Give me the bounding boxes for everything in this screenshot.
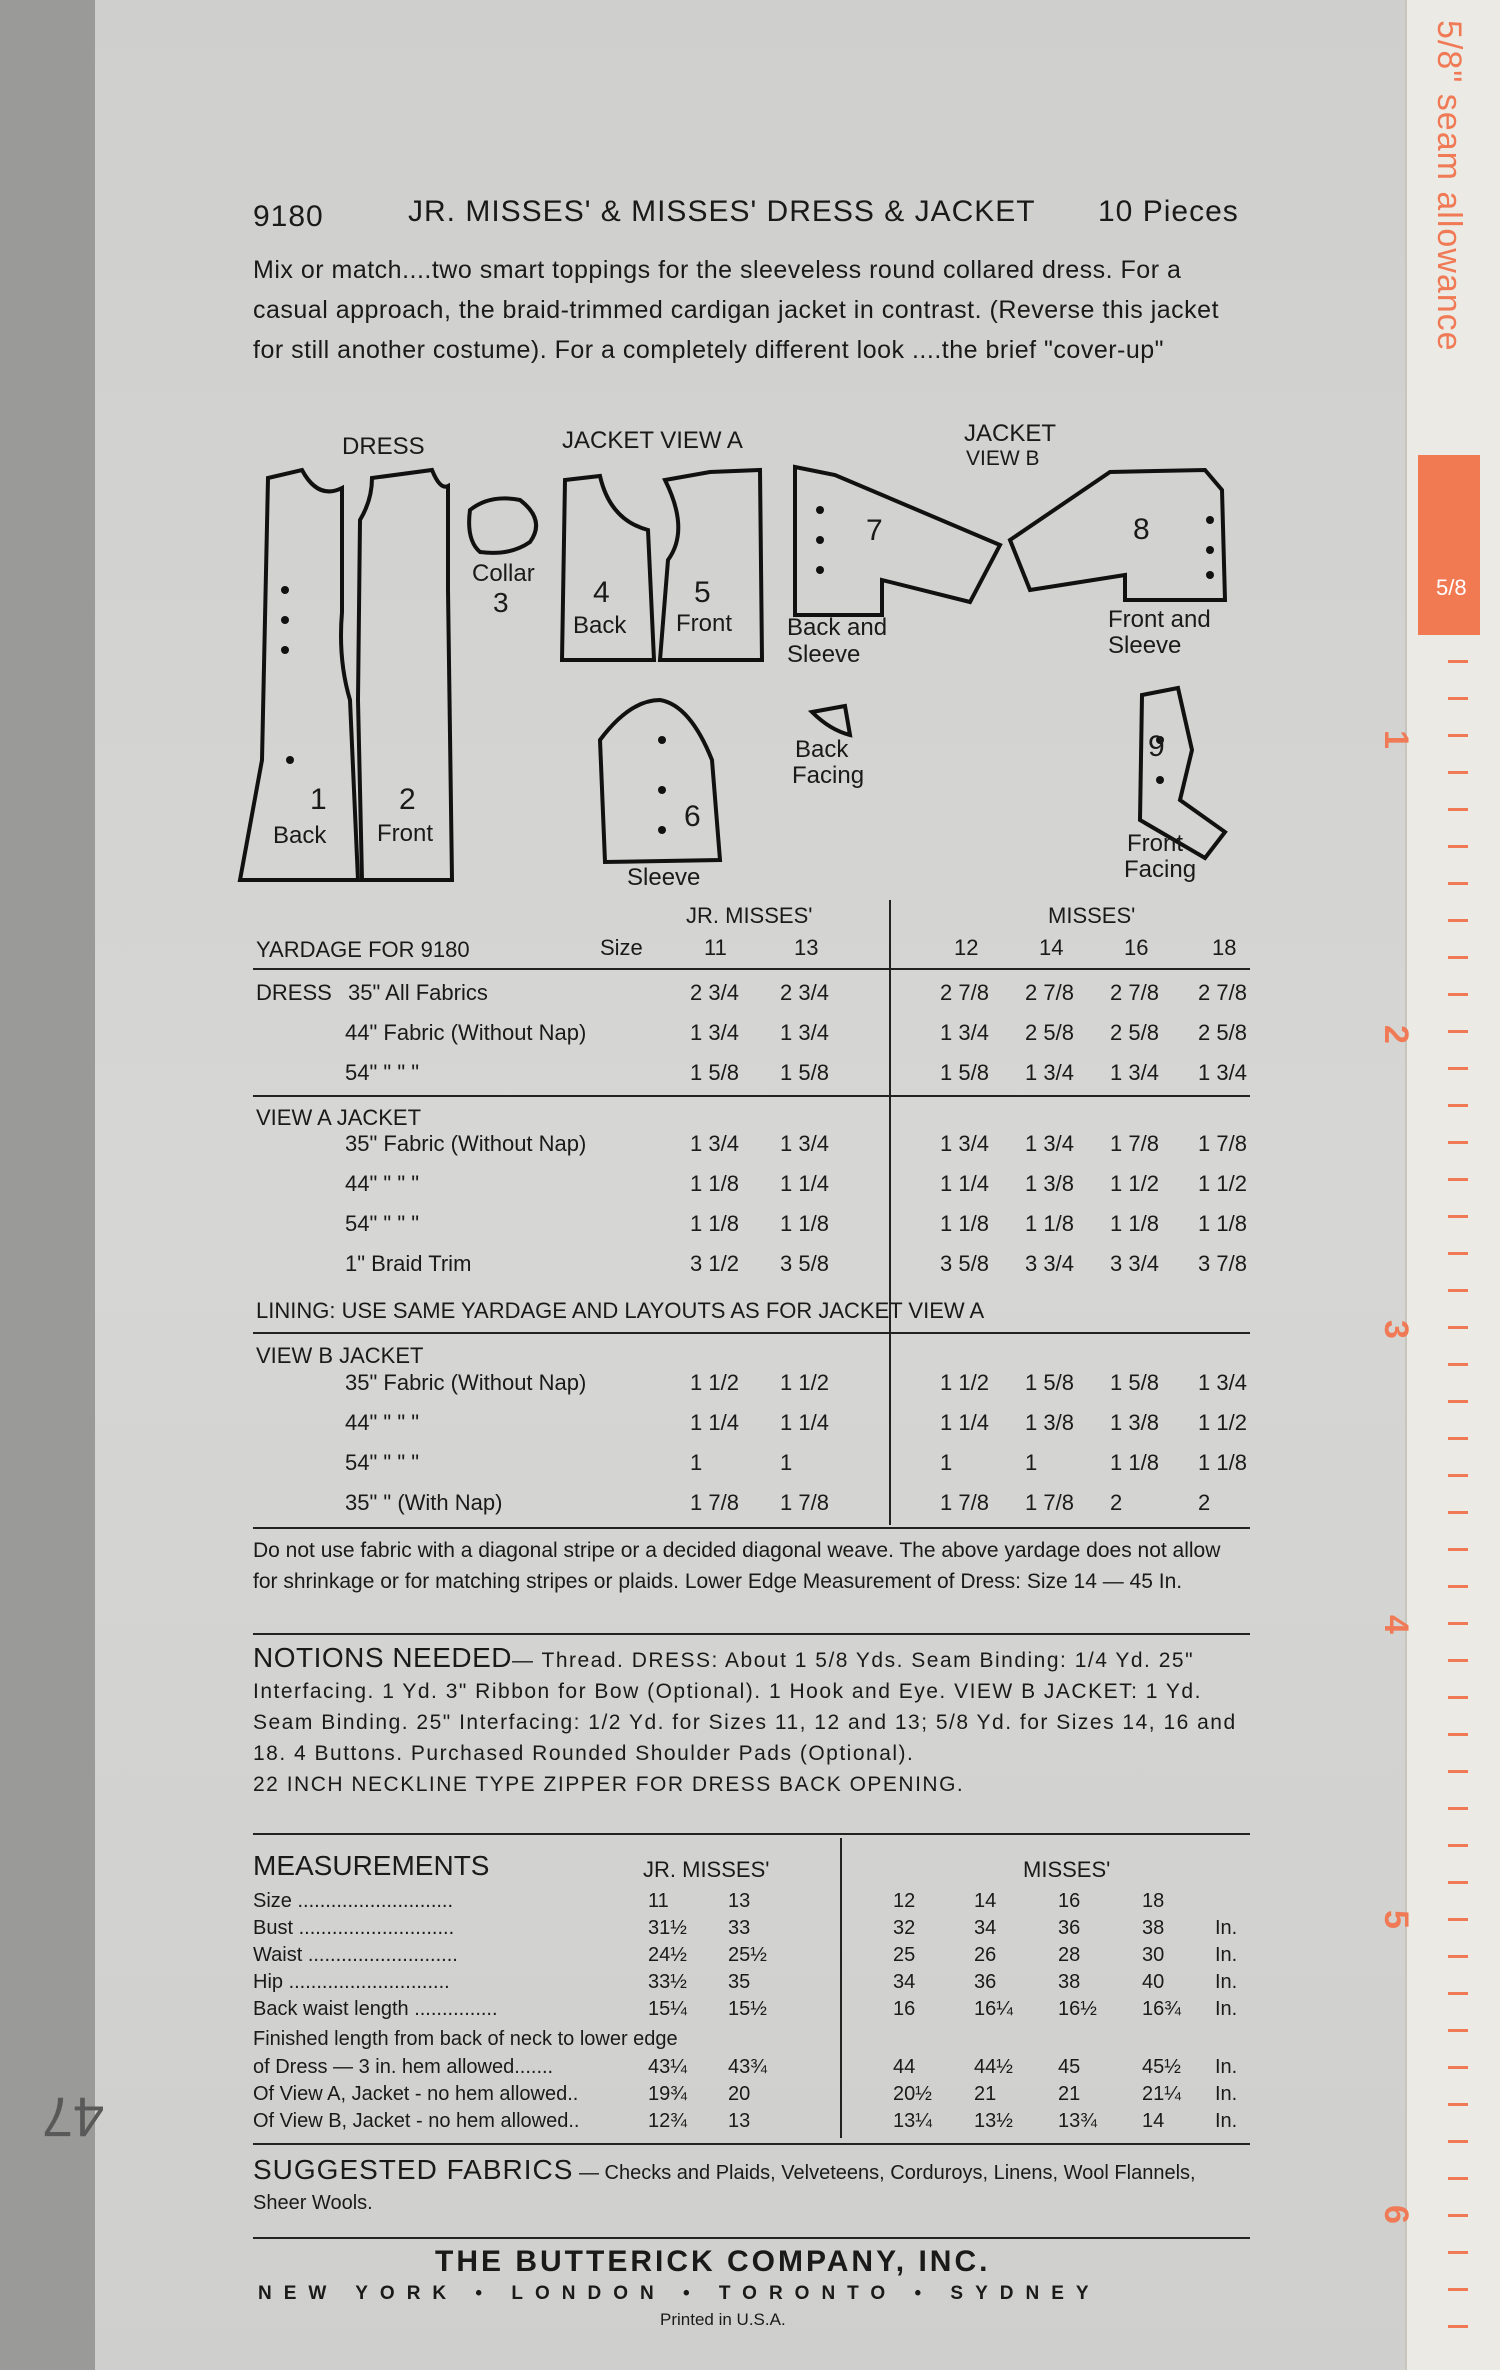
measurement-value: 20 [728, 2083, 751, 2105]
yardage-cell: 1 1/2 [1198, 1171, 1247, 1196]
measurement-label: Bust ............................ [253, 1917, 455, 1939]
measurement-value: 13½ [974, 2110, 1013, 2132]
piece-7-name-2: Sleeve [787, 641, 861, 668]
piece-7-back-sleeve-shape [795, 467, 1000, 615]
yardage-cell: 1 5/8 [1110, 1370, 1159, 1395]
diagram-label-dress: DRESS [342, 433, 425, 460]
yardage-cell: 1 1/2 [780, 1370, 829, 1395]
measurement-value: 15¼ [648, 1998, 687, 2020]
yardage-view-a-label: VIEW A JACKET [256, 1105, 422, 1130]
measurement-label: Of View B, Jacket - no hem allowed.. [253, 2110, 580, 2132]
yardage-cell: 1 1/8 [1110, 1211, 1159, 1236]
piece-8-name-1: Front and [1108, 606, 1211, 633]
yardage-size-13: 13 [794, 935, 819, 960]
yardage-cell: 2 5/8 [1110, 1020, 1159, 1045]
measurements-rule [253, 2143, 1250, 2145]
yardage-cell: 1 1/8 [1198, 1450, 1247, 1475]
yardage-rule-3 [253, 1332, 1250, 1334]
yardage-jr-misses-heading: JR. MISSES' [686, 903, 813, 928]
yardage-cell: 1 3/4 [1025, 1131, 1074, 1156]
measurement-unit: In. [1215, 1971, 1238, 1993]
measurement-value: 45 [1058, 2056, 1081, 2078]
piece-6-number: 6 [684, 800, 701, 833]
yardage-row-label: 35" " (With Nap) [345, 1490, 503, 1515]
measurement-value: 13 [728, 1890, 751, 1912]
yardage-cell: 1 7/8 [1198, 1131, 1247, 1156]
printed-in: Printed in U.S.A. [660, 2310, 786, 2329]
yardage-cell: 1 3/8 [1025, 1171, 1074, 1196]
measurement-label: Back waist length ............... [253, 1998, 498, 2020]
yardage-notes: Do not use fabric with a diagonal stripe or a decided diagonal weave. The above yardage does not allow for shrinkage or for matching stripes or plaids. Lower Edge Measurement of Dress: Size 14 — 45 In. [253, 1539, 1221, 1593]
yardage-cell: 1 1/8 [690, 1211, 739, 1236]
measurement-value: 24½ [648, 1944, 687, 1966]
measurement-value: 38 [1142, 1917, 1165, 1939]
handwritten-number: 47 [42, 2086, 105, 2149]
yardage-row-label: 35" All Fabrics [348, 980, 488, 1005]
yardage-cell: 2 3/4 [690, 980, 739, 1005]
measurement-value: 13¾ [1058, 2110, 1097, 2132]
piece-7-number: 7 [866, 514, 883, 547]
measurement-value: 15½ [728, 1998, 767, 2020]
tape-number-2: 2 [1377, 1025, 1415, 1044]
notes-rule [253, 1633, 1250, 1635]
yardage-cell: 1 5/8 [940, 1060, 989, 1085]
piece-9-name-1: Front [1127, 830, 1184, 857]
tape-number-4: 4 [1377, 1615, 1415, 1634]
yardage-rule-1 [253, 968, 1250, 970]
measurement-value: 44½ [974, 2056, 1013, 2078]
measurement-label: Of View A, Jacket - no hem allowed.. [253, 2083, 579, 2105]
yardage-cell: 1 [940, 1450, 953, 1475]
yardage-cell: 1 1/2 [940, 1370, 989, 1395]
yardage-size-16: 16 [1124, 935, 1149, 960]
measurement-label: Waist ........................... [253, 1944, 458, 1966]
measurement-value: 25½ [728, 1944, 767, 1966]
yardage-cell: 1 1/8 [690, 1171, 739, 1196]
yardage-cell: 1 7/8 [1025, 1490, 1074, 1515]
yardage-cell: 1 1/2 [1198, 1410, 1247, 1435]
piece-8-front-sleeve-shape [1010, 470, 1225, 600]
yardage-cell: 1 3/4 [690, 1020, 739, 1045]
piece-1-name: Back [273, 822, 327, 849]
yardage-cell: 2 7/8 [940, 980, 989, 1005]
diagram-label-jacket-b-2: VIEW B [966, 447, 1040, 470]
yardage-cell: 1 3/4 [940, 1131, 989, 1156]
piece-6-name: Sleeve [627, 864, 701, 891]
company-name: THE BUTTERICK COMPANY, INC. [435, 2245, 991, 2278]
yardage-cell: 1 1/4 [940, 1410, 989, 1435]
measurement-value: 14 [974, 1890, 997, 1912]
yardage-cell: 3 5/8 [780, 1251, 829, 1276]
measurement-value: 16¼ [974, 1998, 1013, 2020]
measurements-misses-heading: MISSES' [1023, 1857, 1111, 1882]
piece-1-number: 1 [310, 783, 327, 816]
yardage-cell: 1 5/8 [780, 1060, 829, 1085]
measurement-unit: In. [1215, 1998, 1238, 2020]
yardage-cell: 1 1/8 [1025, 1211, 1074, 1236]
measurement-value: 33½ [648, 1971, 687, 1993]
yardage-rule-2 [253, 1095, 1250, 1097]
measurement-value: 31½ [648, 1917, 687, 1939]
yardage-size-18: 18 [1212, 935, 1237, 960]
yardage-cell: 1 1/8 [1198, 1211, 1247, 1236]
measurement-unit: In. [1215, 1944, 1238, 1966]
fabrics-rule [253, 2237, 1250, 2239]
yardage-cell: 1 7/8 [690, 1490, 739, 1515]
measurement-value: 44 [893, 2056, 916, 2078]
yardage-dress-label: DRESS [256, 980, 332, 1005]
measurement-value: 32 [893, 1917, 916, 1939]
yardage-cell: 2 7/8 [1025, 980, 1074, 1005]
yardage-cell: 3 7/8 [1198, 1251, 1247, 1276]
yardage-cell: 1 3/4 [940, 1020, 989, 1045]
yardage-cell: 1 [690, 1450, 703, 1475]
yardage-cell: 1 3/4 [1025, 1060, 1074, 1085]
yardage-misses-heading: MISSES' [1048, 903, 1136, 928]
measurement-value: 16½ [1058, 1998, 1097, 2020]
measurement-value: 21 [1058, 2083, 1081, 2105]
pattern-pieces-count: 10 Pieces [1098, 195, 1239, 228]
piece-9-number: 9 [1148, 730, 1165, 763]
yardage-row-label: 54" " " " [345, 1211, 420, 1236]
yardage-cell: 1 [1025, 1450, 1038, 1475]
measurement-value: 34 [893, 1971, 916, 1993]
piece-1-back-shape [240, 470, 358, 880]
measurement-value: 12¾ [648, 2110, 687, 2132]
yardage-lining-note: LINING: USE SAME YARDAGE AND LAYOUTS AS FOR JACKET VIEW A [256, 1298, 985, 1323]
yardage-size-14: 14 [1039, 935, 1064, 960]
measurement-value: 35 [728, 1971, 751, 1993]
piece-8-number: 8 [1133, 513, 1150, 546]
fabrics-text: — Checks and Plaids, Velveteens, Corduroys, Linens, Wool Flannels, Sheer Wools. [253, 2162, 1196, 2214]
piece-3-name: Collar [472, 560, 535, 587]
yardage-cell: 2 [1198, 1490, 1211, 1515]
measurements-divider [840, 1838, 842, 2138]
notions-zipper: 22 INCH NECKLINE TYPE ZIPPER FOR DRESS BACK OPENING. [253, 1773, 965, 1796]
measurement-value: 12 [893, 1890, 916, 1912]
measurements-heading: MEASUREMENTS [253, 1850, 490, 1881]
measurement-value: 16 [1058, 1890, 1081, 1912]
yardage-row-label: 54" " " " [345, 1060, 420, 1085]
measurement-unit: In. [1215, 2056, 1238, 2078]
measurement-value: 28 [1058, 1944, 1081, 1966]
yardage-cell: 1 7/8 [940, 1490, 989, 1515]
measurement-value: 16 [893, 1998, 916, 2020]
measurement-value: 16¾ [1142, 1998, 1181, 2020]
pattern-title: JR. MISSES' & MISSES' DRESS & JACKET [408, 195, 1036, 228]
piece-4-name: Back [573, 612, 627, 639]
piece-3-collar-shape [469, 498, 536, 553]
piece-2-number: 2 [399, 783, 416, 816]
measurement-value: 40 [1142, 1971, 1165, 1993]
pattern-description: Mix or match....two smart toppings for the sleeveless round collared dress. For a casual approach, the braid-trimmed cardigan jacket in contrast. (Reverse this jacket for still another costume). For a completely different look ....the brief "cover-up" [253, 256, 1220, 364]
yardage-cell: 1 1/2 [1110, 1171, 1159, 1196]
yardage-cell: 1 [780, 1450, 793, 1475]
diagram-label-jacket-a: JACKET VIEW A [562, 427, 743, 454]
yardage-cell: 2 [1110, 1490, 1123, 1515]
measurement-value: 26 [974, 1944, 997, 1966]
yardage-cell: 1 1/4 [940, 1171, 989, 1196]
yardage-cell: 1 1/4 [780, 1171, 829, 1196]
measurements-finished-heading: Finished length from back of neck to lower edge [253, 2028, 678, 2050]
yardage-cell: 1 1/8 [1110, 1450, 1159, 1475]
yardage-cell: 1 3/4 [1198, 1060, 1247, 1085]
yardage-row-label: 35" Fabric (Without Nap) [345, 1370, 587, 1395]
measurement-label: Size ............................ [253, 1890, 454, 1912]
measurement-value: 45½ [1142, 2056, 1181, 2078]
yardage-cell: 1 5/8 [1025, 1370, 1074, 1395]
back-facing-shape [812, 706, 850, 735]
back-facing-name-2: Facing [792, 762, 865, 789]
pattern-number: 9180 [253, 200, 324, 233]
piece-8-name-2: Sleeve [1108, 632, 1182, 659]
back-facing-name-1: Back [795, 736, 849, 763]
yardage-title: YARDAGE FOR 9180 [256, 937, 470, 962]
tape-label: 5/8" seam allowance [1430, 20, 1468, 352]
measurement-value: 19¾ [648, 2083, 687, 2105]
yardage-cell: 1 3/4 [690, 1131, 739, 1156]
tape-number-5: 5 [1377, 1910, 1415, 1929]
measurement-unit: In. [1215, 1917, 1238, 1939]
measurement-value: 30 [1142, 1944, 1165, 1966]
measurement-value: 21 [974, 2083, 997, 2105]
yardage-cell: 3 3/4 [1025, 1251, 1074, 1276]
yardage-cell: 2 3/4 [780, 980, 829, 1005]
notions-section [253, 1642, 1248, 1800]
yardage-cell: 1 1/8 [780, 1211, 829, 1236]
piece-5-name: Front [676, 610, 733, 637]
yardage-row-label: 44" " " " [345, 1171, 420, 1196]
measurement-value: 18 [1142, 1890, 1165, 1912]
yardage-cell: 2 7/8 [1110, 980, 1159, 1005]
measurement-value: 14 [1142, 2110, 1165, 2132]
measurement-value: 36 [974, 1971, 997, 1993]
measurement-value: 34 [974, 1917, 997, 1939]
yardage-cell: 2 5/8 [1025, 1020, 1074, 1045]
piece-9-name-2: Facing [1124, 856, 1197, 883]
measurements-jr-misses-heading: JR. MISSES' [643, 1857, 770, 1882]
yardage-view-b-label: VIEW B JACKET [256, 1343, 424, 1368]
measurement-value: 25 [893, 1944, 916, 1966]
yardage-cell: 1 3/4 [780, 1131, 829, 1156]
measurement-value: 43¾ [728, 2056, 767, 2078]
diagram-label-jacket-b-1: JACKET [964, 420, 1057, 447]
notions-rule [253, 1833, 1250, 1835]
measurement-value: 13¼ [893, 2110, 932, 2132]
yardage-cell: 2 7/8 [1198, 980, 1247, 1005]
yardage-cell: 3 1/2 [690, 1251, 739, 1276]
yardage-cell: 1 3/4 [1198, 1370, 1247, 1395]
measurement-value: 33 [728, 1917, 751, 1939]
piece-6-sleeve-shape [600, 700, 720, 862]
yardage-cell: 1 1/2 [690, 1370, 739, 1395]
piece-4-number: 4 [593, 576, 610, 609]
notions-heading: NOTIONS NEEDED [253, 1642, 513, 1673]
piece-2-name: Front [377, 820, 434, 847]
yardage-row-label: 44" Fabric (Without Nap) [345, 1020, 587, 1045]
yardage-size-11: 11 [704, 935, 727, 960]
yardage-row-label: 1" Braid Trim [345, 1251, 472, 1276]
measurement-value: 11 [648, 1890, 669, 1912]
yardage-rule-4 [253, 1527, 1250, 1529]
measurement-value: 21¼ [1142, 2083, 1181, 2105]
notions-text: — Thread. DRESS: About 1 5/8 Yds. Seam Binding: 1/4 Yd. 25" Interfacing. 1 Yd. 3" Ribbon for Bow (Optional). 1 Hook and Eye. VIEW B JACKET: 1 Yd. Seam Binding. 25" Interfacing: 1/2 Yd. for Sizes 11, 12 and 13; 5/8 Yd. for Sizes 14, 16 and 18. 4 Buttons. Purchased Rounded Shoulder Pads (Optional). [253, 1649, 1237, 1765]
yardage-cell: 1 3/8 [1110, 1410, 1159, 1435]
measurement-value: 43¼ [648, 2056, 687, 2078]
measurement-value: 36 [1058, 1917, 1081, 1939]
yardage-cell: 1 7/8 [780, 1490, 829, 1515]
fabrics-heading: SUGGESTED FABRICS [253, 2154, 574, 2185]
yardage-divider [889, 900, 891, 1525]
piece-7-name-1: Back and [787, 614, 888, 641]
measurement-label: Hip ............................. [253, 1971, 450, 1993]
suggested-fabrics [253, 2155, 1248, 2218]
yardage-size-12: 12 [954, 935, 979, 960]
yardage-cell: 1 3/8 [1025, 1410, 1074, 1435]
yardage-cell: 1 3/4 [1110, 1060, 1159, 1085]
measurement-value: 13 [728, 2110, 751, 2132]
yardage-cell: 1 5/8 [690, 1060, 739, 1085]
yardage-row-label: 54" " " " [345, 1450, 420, 1475]
tape-number-1: 1 [1377, 730, 1415, 749]
tape-band-label: 5/8 [1436, 575, 1467, 600]
yardage-cell: 1 7/8 [1110, 1131, 1159, 1156]
yardage-cell: 2 5/8 [1198, 1020, 1247, 1045]
tape-number-3: 3 [1377, 1320, 1415, 1339]
yardage-row-label: 44" " " " [345, 1410, 420, 1435]
measurement-label: of Dress — 3 in. hem allowed....... [253, 2056, 554, 2078]
yardage-row-label: 35" Fabric (Without Nap) [345, 1131, 587, 1156]
yardage-cell: 1 1/4 [780, 1410, 829, 1435]
yardage-size-label: Size [600, 935, 643, 960]
measurement-unit: In. [1215, 2083, 1238, 2105]
measurement-value: 38 [1058, 1971, 1081, 1993]
yardage-cell: 3 5/8 [940, 1251, 989, 1276]
company-cities: NEW YORK • LONDON • TORONTO • SYDNEY [258, 2283, 1101, 2304]
measurement-unit: In. [1215, 2110, 1238, 2132]
yardage-cell: 1 3/4 [780, 1020, 829, 1045]
yardage-cell: 1 1/4 [690, 1410, 739, 1435]
piece-5-number: 5 [694, 576, 711, 609]
yardage-cell: 3 3/4 [1110, 1251, 1159, 1276]
measurement-value: 20½ [893, 2083, 932, 2105]
piece-3-number: 3 [493, 587, 509, 618]
tape-number-6: 6 [1377, 2205, 1415, 2224]
piece-2-front-shape [358, 470, 452, 880]
yardage-cell: 1 1/8 [940, 1211, 989, 1236]
